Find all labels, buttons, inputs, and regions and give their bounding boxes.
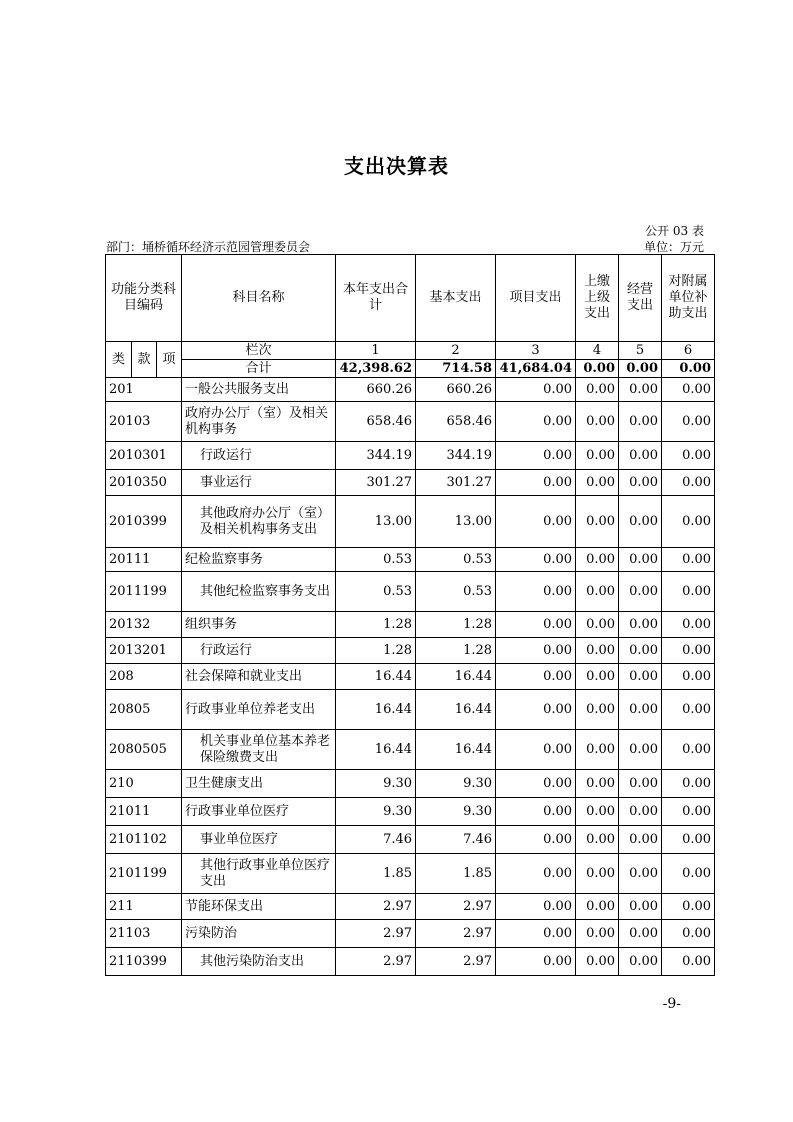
header-col2: 基本支出 (416, 255, 496, 342)
row-c3: 0.00 (496, 664, 576, 690)
header-code: 功能分类科目编码 (106, 255, 182, 342)
table-row (106, 378, 715, 402)
row-name: 事业单位医疗 (182, 826, 336, 854)
row-c1: 1.85 (336, 854, 416, 894)
row-c6: 0.00 (662, 378, 715, 402)
row-c3: 0.00 (496, 920, 576, 948)
header-col6: 对附属单位补助支出 (662, 255, 715, 342)
row-c4: 0.00 (576, 894, 619, 920)
row-c2: 1.28 (416, 612, 496, 638)
row-c1: 2.97 (336, 948, 416, 976)
row-name: 纪检监察事务 (182, 548, 336, 572)
row-c2: 2.97 (416, 920, 496, 948)
table-row (106, 690, 715, 730)
row-c1: 13.00 (336, 496, 416, 548)
row-c5: 0.00 (619, 798, 662, 826)
row-c1: 16.44 (336, 690, 416, 730)
header-col3: 项目支出 (496, 255, 576, 342)
row-name: 行政事业单位医疗 (182, 798, 336, 826)
table-row (106, 854, 715, 894)
row-c3: 0.00 (496, 496, 576, 548)
row-c6: 0.00 (662, 612, 715, 638)
row-c6: 0.00 (662, 690, 715, 730)
row-c4: 0.00 (576, 826, 619, 854)
row-c4: 0.00 (576, 798, 619, 826)
row-c4: 0.00 (576, 402, 619, 442)
row-code: 20111 (106, 548, 182, 572)
total-c6: 0.00 (662, 360, 715, 378)
table-row (106, 442, 715, 470)
row-c3: 0.00 (496, 770, 576, 798)
page-number: -9- (662, 996, 681, 1012)
row-name: 一般公共服务支出 (182, 378, 336, 402)
row-c5: 0.00 (619, 638, 662, 664)
page-title: 支出决算表 (344, 154, 449, 178)
row-name: 其他纪检监察事务支出 (182, 572, 336, 612)
row-c3: 0.00 (496, 548, 576, 572)
row-c3: 0.00 (496, 572, 576, 612)
row-c3: 0.00 (496, 894, 576, 920)
row-c6: 0.00 (662, 470, 715, 496)
row-c1: 0.53 (336, 548, 416, 572)
row-c5: 0.00 (619, 470, 662, 496)
row-c2: 1.85 (416, 854, 496, 894)
row-c5: 0.00 (619, 378, 662, 402)
row-name: 其他行政事业单位医疗支出 (182, 854, 336, 894)
row-c5: 0.00 (619, 826, 662, 854)
row-c1: 16.44 (336, 664, 416, 690)
header-row (106, 255, 715, 342)
row-c1: 658.46 (336, 402, 416, 442)
row-c5: 0.00 (619, 854, 662, 894)
row-c5: 0.00 (619, 894, 662, 920)
col-number-5: 5 (619, 342, 662, 360)
header-col1: 本年支出合计 (336, 255, 416, 342)
row-name: 组织事务 (182, 612, 336, 638)
row-c4: 0.00 (576, 612, 619, 638)
row-c5: 0.00 (619, 496, 662, 548)
unit-label: 单位：万元 (643, 240, 704, 254)
row-c2: 0.53 (416, 572, 496, 612)
row-c3: 0.00 (496, 798, 576, 826)
row-c4: 0.00 (576, 548, 619, 572)
row-name: 其他污染防治支出 (182, 948, 336, 976)
row-c2: 2.97 (416, 948, 496, 976)
col-number-3: 3 (496, 342, 576, 360)
row-c1: 2.97 (336, 894, 416, 920)
row-c2: 13.00 (416, 496, 496, 548)
row-c4: 0.00 (576, 638, 619, 664)
row-name: 机关事业单位基本养老保险缴费支出 (182, 730, 336, 770)
table-row (106, 572, 715, 612)
department-label: 部门：埇桥循环经济示范园管理委员会 (106, 240, 311, 254)
table-row (106, 920, 715, 948)
row-c3: 0.00 (496, 948, 576, 976)
header-name: 科目名称 (182, 255, 336, 342)
row-c4: 0.00 (576, 496, 619, 548)
table-row (106, 496, 715, 548)
col-number-1: 1 (336, 342, 416, 360)
header-lei: 类 (106, 342, 132, 378)
table-row (106, 798, 715, 826)
row-c2: 16.44 (416, 690, 496, 730)
row-c1: 16.44 (336, 730, 416, 770)
row-c6: 0.00 (662, 854, 715, 894)
row-code: 21011 (106, 798, 182, 826)
row-c4: 0.00 (576, 730, 619, 770)
header-lanci: 栏次 (182, 342, 336, 360)
row-c2: 16.44 (416, 664, 496, 690)
row-c5: 0.00 (619, 770, 662, 798)
row-name: 行政事业单位养老支出 (182, 690, 336, 730)
row-code: 201 (106, 378, 182, 402)
col-number-2: 2 (416, 342, 496, 360)
row-name: 污染防治 (182, 920, 336, 948)
table-row (106, 894, 715, 920)
row-c1: 1.28 (336, 612, 416, 638)
row-c4: 0.00 (576, 378, 619, 402)
row-c2: 16.44 (416, 730, 496, 770)
row-c5: 0.00 (619, 442, 662, 470)
row-name: 社会保障和就业支出 (182, 664, 336, 690)
row-c1: 1.28 (336, 638, 416, 664)
row-c5: 0.00 (619, 920, 662, 948)
row-c4: 0.00 (576, 442, 619, 470)
row-c6: 0.00 (662, 638, 715, 664)
table-row (106, 548, 715, 572)
table-row (106, 612, 715, 638)
row-name: 卫生健康支出 (182, 770, 336, 798)
row-c5: 0.00 (619, 572, 662, 612)
row-code: 2010399 (106, 496, 182, 548)
row-code: 2080505 (106, 730, 182, 770)
row-c4: 0.00 (576, 948, 619, 976)
row-c5: 0.00 (619, 402, 662, 442)
row-c4: 0.00 (576, 664, 619, 690)
row-c1: 9.30 (336, 798, 416, 826)
row-c1: 0.53 (336, 572, 416, 612)
row-name: 行政运行 (182, 442, 336, 470)
row-name: 事业运行 (182, 470, 336, 496)
row-c6: 0.00 (662, 572, 715, 612)
row-c5: 0.00 (619, 690, 662, 730)
total-c4: 0.00 (576, 360, 619, 378)
row-code: 2101199 (106, 854, 182, 894)
row-c2: 301.27 (416, 470, 496, 496)
row-c5: 0.00 (619, 612, 662, 638)
row-c4: 0.00 (576, 470, 619, 496)
table-row (106, 470, 715, 496)
total-c5: 0.00 (619, 360, 662, 378)
col-number-6: 6 (662, 342, 715, 360)
row-c1: 344.19 (336, 442, 416, 470)
row-c1: 660.26 (336, 378, 416, 402)
header-col5: 经营支出 (619, 255, 662, 342)
row-c4: 0.00 (576, 854, 619, 894)
row-c4: 0.00 (576, 770, 619, 798)
table-row (106, 948, 715, 976)
row-c2: 344.19 (416, 442, 496, 470)
row-c6: 0.00 (662, 730, 715, 770)
row-c6: 0.00 (662, 826, 715, 854)
row-c3: 0.00 (496, 470, 576, 496)
row-code: 2110399 (106, 948, 182, 976)
table-row (106, 770, 715, 798)
header-col4: 上缴上级支出 (576, 255, 619, 342)
row-c5: 0.00 (619, 664, 662, 690)
row-code: 208 (106, 664, 182, 690)
row-code: 2013201 (106, 638, 182, 664)
row-c1: 301.27 (336, 470, 416, 496)
row-c4: 0.00 (576, 920, 619, 948)
row-c3: 0.00 (496, 378, 576, 402)
total-c3: 41,684.04 (496, 360, 576, 378)
row-c3: 0.00 (496, 612, 576, 638)
row-c1: 7.46 (336, 826, 416, 854)
row-c6: 0.00 (662, 402, 715, 442)
row-c6: 0.00 (662, 496, 715, 548)
row-c4: 0.00 (576, 690, 619, 730)
row-c5: 0.00 (619, 548, 662, 572)
row-name: 其他政府办公厅（室）及相关机构事务支出 (182, 496, 336, 548)
row-c3: 0.00 (496, 730, 576, 770)
row-name: 节能环保支出 (182, 894, 336, 920)
row-c6: 0.00 (662, 442, 715, 470)
row-c6: 0.00 (662, 920, 715, 948)
row-c6: 0.00 (662, 770, 715, 798)
row-c2: 658.46 (416, 402, 496, 442)
row-c6: 0.00 (662, 894, 715, 920)
row-c2: 2.97 (416, 894, 496, 920)
row-c4: 0.00 (576, 572, 619, 612)
row-c5: 0.00 (619, 730, 662, 770)
row-c2: 7.46 (416, 826, 496, 854)
col-number-4: 4 (576, 342, 619, 360)
row-c3: 0.00 (496, 826, 576, 854)
row-c6: 0.00 (662, 798, 715, 826)
row-name: 行政运行 (182, 638, 336, 664)
expenditure-table (105, 254, 715, 976)
row-name: 政府办公厅（室）及相关机构事务 (182, 402, 336, 442)
row-c1: 9.30 (336, 770, 416, 798)
row-code: 20103 (106, 402, 182, 442)
row-code: 2011199 (106, 572, 182, 612)
row-c2: 9.30 (416, 770, 496, 798)
row-code: 2101102 (106, 826, 182, 854)
row-c3: 0.00 (496, 638, 576, 664)
row-code: 210 (106, 770, 182, 798)
row-code: 2010301 (106, 442, 182, 470)
row-c3: 0.00 (496, 854, 576, 894)
row-c3: 0.00 (496, 690, 576, 730)
header-xiang: 项 (157, 342, 182, 378)
row-c2: 1.28 (416, 638, 496, 664)
column-number-row (106, 342, 715, 360)
row-c6: 0.00 (662, 948, 715, 976)
row-c2: 660.26 (416, 378, 496, 402)
row-c5: 0.00 (619, 948, 662, 976)
row-code: 20132 (106, 612, 182, 638)
row-code: 21103 (106, 920, 182, 948)
table-row (106, 730, 715, 770)
row-c1: 2.97 (336, 920, 416, 948)
row-c3: 0.00 (496, 442, 576, 470)
form-code: 公开 03 表 (645, 224, 704, 238)
row-c2: 9.30 (416, 798, 496, 826)
total-c1: 42,398.62 (336, 360, 416, 378)
row-code: 20805 (106, 690, 182, 730)
row-code: 2010350 (106, 470, 182, 496)
row-c3: 0.00 (496, 402, 576, 442)
table-row (106, 826, 715, 854)
table-row (106, 664, 715, 690)
row-c6: 0.00 (662, 664, 715, 690)
total-c2: 714.58 (416, 360, 496, 378)
table-row (106, 402, 715, 442)
total-row (106, 360, 715, 378)
table-row (106, 638, 715, 664)
header-kuan: 款 (132, 342, 157, 378)
row-code: 211 (106, 894, 182, 920)
row-c2: 0.53 (416, 548, 496, 572)
total-label: 合计 (182, 360, 336, 378)
row-c6: 0.00 (662, 548, 715, 572)
